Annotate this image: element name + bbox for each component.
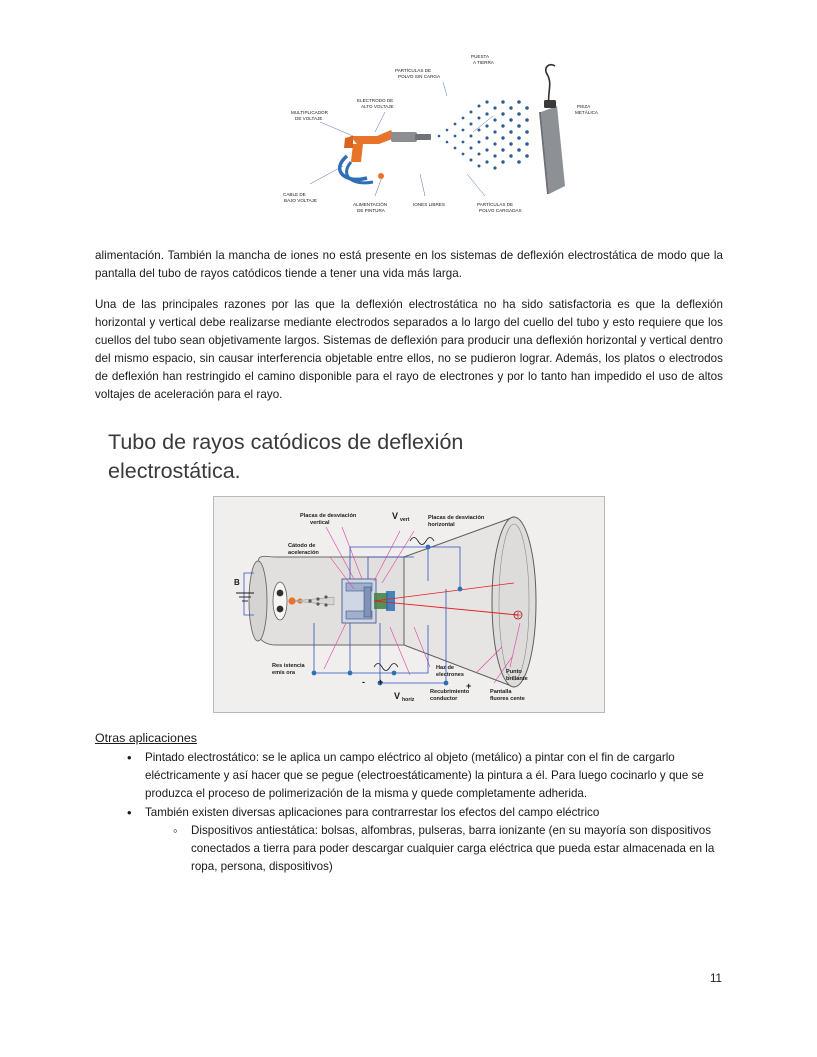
svg-text:ALIMENTACIÓN: ALIMENTACIÓN xyxy=(353,202,388,207)
svg-text:-: - xyxy=(362,676,365,687)
svg-text:DE VOLTAJE: DE VOLTAJE xyxy=(295,116,323,121)
svg-text:Recubrimiento: Recubrimiento xyxy=(430,688,470,695)
svg-text:B: B xyxy=(234,577,240,587)
svg-text:PUESTA: PUESTA xyxy=(471,54,490,59)
svg-text:A TIERRA: A TIERRA xyxy=(473,60,494,65)
bullet-sublist xyxy=(145,822,723,876)
subheading-otras-aplicaciones: Otras aplicaciones xyxy=(95,730,197,745)
list-item xyxy=(173,822,723,876)
svg-text:Res istencia: Res istencia xyxy=(272,662,305,669)
svg-text:conductor: conductor xyxy=(430,695,458,702)
svg-text:DE PINTURA: DE PINTURA xyxy=(357,208,385,213)
svg-text:Placas de desviación: Placas de desviación xyxy=(300,512,357,519)
list-item-text: Dispositivos antiestática: bolsas, alfombras, pulseras, barra ionizante (en su mayoría son dispositivos conectados a tierra para poder descargar cualquier carga eléctrica que pueda estar almacenada en la ropa, persona, dispositivos) xyxy=(191,823,715,873)
svg-text:vert: vert xyxy=(400,516,410,523)
svg-text:electrones: electrones xyxy=(436,671,464,678)
page-number: 11 xyxy=(709,972,722,985)
svg-text:PIEZA: PIEZA xyxy=(577,104,591,109)
svg-text:vertical: vertical xyxy=(310,519,330,526)
paragraph-1: alimentación. También la mancha de iones no está presente en los sistemas de deflexión electrostática de modo que la pantalla del tubo de rayos catódicos tiende a tener una vida más larga. xyxy=(95,249,723,280)
list-item xyxy=(127,804,723,876)
bullet-list xyxy=(95,749,723,876)
svg-text:+: + xyxy=(466,680,472,691)
svg-text:Placas de desviación: Placas de desviación xyxy=(428,514,485,521)
svg-text:V: V xyxy=(394,690,401,701)
svg-text:V: V xyxy=(392,510,399,521)
svg-text:BAJO VOLTAJE: BAJO VOLTAJE xyxy=(284,198,318,203)
svg-text:horiz: horiz xyxy=(402,696,415,703)
figure-electrostatic-painting xyxy=(95,44,723,229)
svg-text:Cátodo de: Cátodo de xyxy=(288,542,316,549)
spray-gun xyxy=(340,130,431,183)
svg-text:POLVO SIN CARGA: POLVO SIN CARGA xyxy=(398,74,441,79)
crt-svg xyxy=(214,497,604,712)
svg-text:Punto: Punto xyxy=(506,668,522,675)
electrostatic-painting-svg xyxy=(95,44,723,229)
svg-text:+: + xyxy=(378,676,384,687)
figure2-title: Tubo de rayos catódicos de deflexión electrostática. xyxy=(108,429,464,483)
svg-text:horizontal: horizontal xyxy=(428,521,455,528)
svg-text:PARTÍCULAS DE: PARTÍCULAS DE xyxy=(477,202,514,207)
paragraph-2: Una de las principales razones por las que la deflexión electrostática no ha sido satisfactoria es que la deflexión horizontal y vertical debe realizarse mediante electrodos separados a lo largo del cuello del tubo y esto requiere que los cuellos del tubo sean objetivamente largos. Sistemas de deflexión para producir una deflexión horizontal y vertical dentro del mismo espacio, sin causar interferencia objetable entre ellos, no se pudieron lograr. Además, los platos o electrodos de deflexión han restringido el camino disponible para el rayo de electrones y por lo tanto han impedido el uso de altos voltajes de aceleración para el rayo. xyxy=(95,297,723,401)
svg-text:Pantalla: Pantalla xyxy=(490,688,512,695)
svg-text:PARTÍCULAS DE: PARTÍCULAS DE xyxy=(395,68,432,73)
svg-text:ELECTRODO DE: ELECTRODO DE xyxy=(357,98,394,103)
svg-text:aceleración: aceleración xyxy=(288,549,319,556)
list-item-text: Pintado electrostático: se le aplica un campo eléctrico al objeto (metálico) a pintar con el fin de cargarlo eléctricamente y así hacer que se pegue (electroestáticamente) la pintura a él. Para luego cocinarlo y que se produzca el proceso de polimerización de la misma y quede completamente adherida. xyxy=(145,750,704,800)
svg-text:emis ora: emis ora xyxy=(272,669,296,676)
svg-text:brillante: brillante xyxy=(506,675,528,682)
svg-text:METÁLICA: METÁLICA xyxy=(575,110,598,115)
svg-text:MULTIPLICADOR: MULTIPLICADOR xyxy=(291,110,328,115)
figure-crt-wrap xyxy=(213,496,723,713)
list-item-text: También existen diversas aplicaciones para contrarrestar los efectos del campo eléctrico xyxy=(145,805,600,819)
svg-text:fluores cente: fluores cente xyxy=(490,695,525,702)
svg-text:CABLE DE: CABLE DE xyxy=(283,192,306,197)
svg-text:Haz de: Haz de xyxy=(436,664,455,671)
svg-text:ALTO VOLTAJE: ALTO VOLTAJE xyxy=(361,104,394,109)
spray-particle-cloud xyxy=(438,100,529,169)
page-content xyxy=(95,44,723,877)
svg-text:POLVO CARGADAS: POLVO CARGADAS xyxy=(479,208,522,213)
list-item xyxy=(127,749,723,803)
metal-piece xyxy=(539,65,565,194)
svg-text:IONES LIBRES: IONES LIBRES xyxy=(413,202,445,207)
figure-crt-diagram xyxy=(213,496,605,713)
